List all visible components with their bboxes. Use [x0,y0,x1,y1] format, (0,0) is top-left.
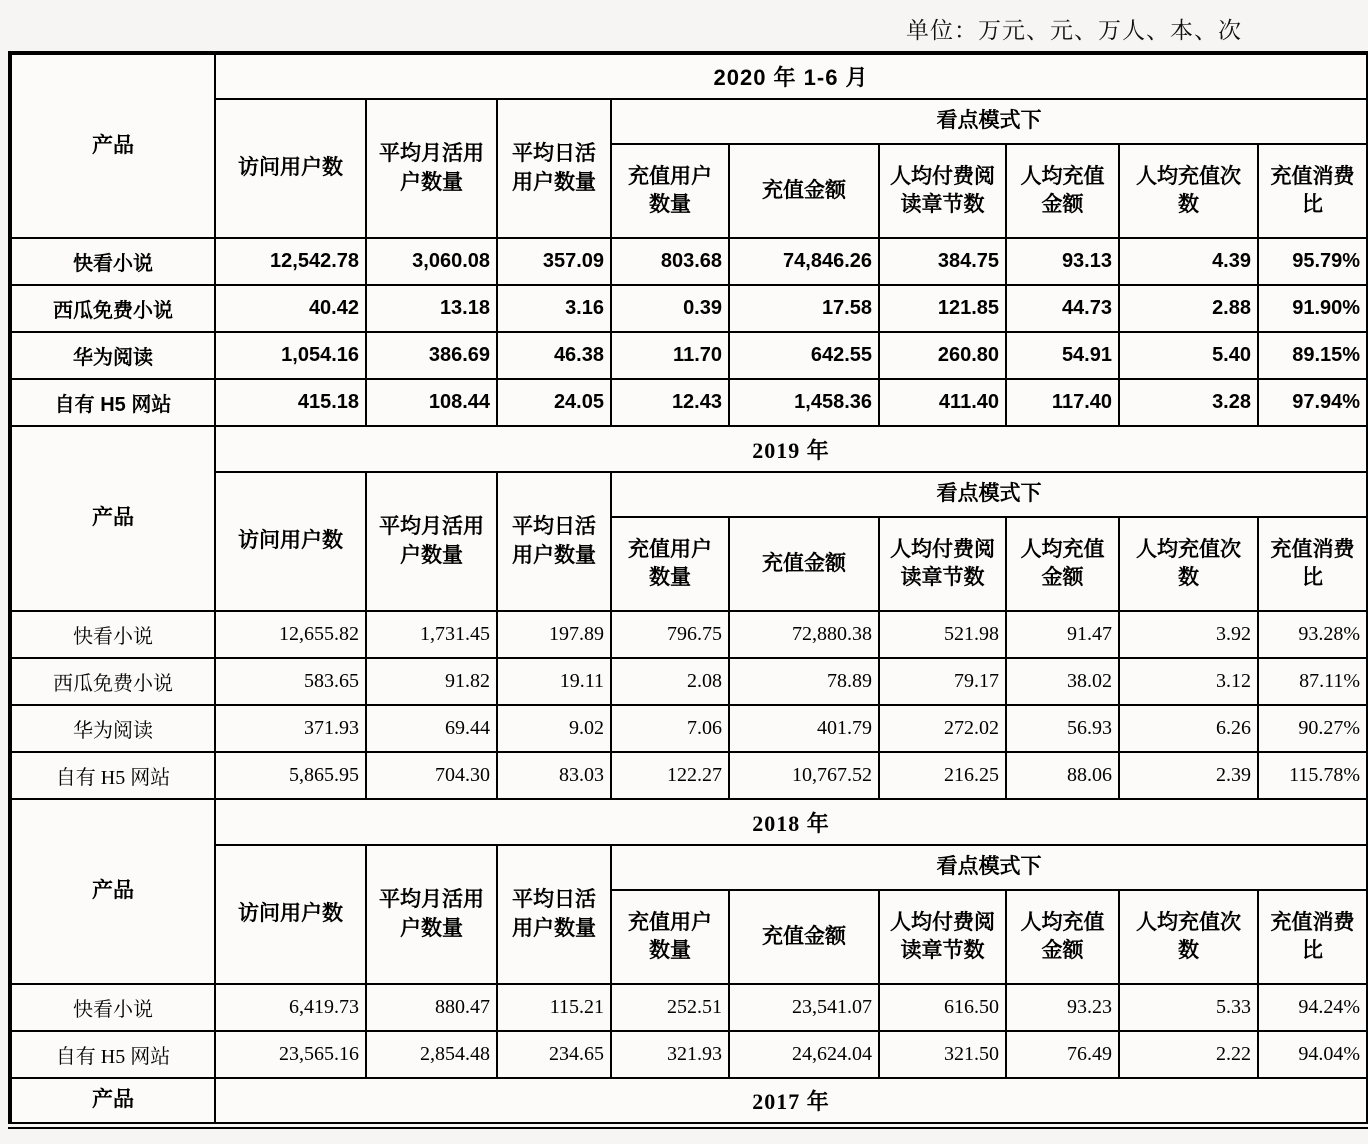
data-cell: 69.44 [366,705,497,752]
data-cell: 24,624.04 [729,1031,879,1078]
data-cell: 12,542.78 [215,238,366,285]
recharge-users-header: 充值用户数量 [611,890,729,984]
table-row [10,752,1368,799]
avg-recharge-amount-header: 人均充值金额 [1006,517,1119,611]
data-cell: 6,419.73 [215,984,366,1031]
avg-recharge-times-header: 人均充值次数 [1119,517,1258,611]
product-name-cell: 西瓜免费小说 [10,658,215,705]
data-cell: 91.47 [1006,611,1119,658]
data-cell: 5,865.95 [215,752,366,799]
table-row [10,705,1368,752]
data-cell: 115.21 [497,984,611,1031]
data-cell: 642.55 [729,332,879,379]
footer-year-label: 2017 年 [215,1078,1368,1125]
product-name-cell: 自有 H5 网站 [10,1031,215,1078]
product-column-header: 产品 [10,799,215,984]
unit-note: 单位：万元、元、万人、本、次 [906,18,1242,43]
table-body [10,53,1368,1125]
data-cell: 93.28% [1258,611,1368,658]
data-cell: 87.11% [1258,658,1368,705]
avg-paid-chapters-header: 人均付费阅读章节数 [879,890,1006,984]
data-cell: 17.58 [729,285,879,332]
data-cell: 3.16 [497,285,611,332]
data-cell: 803.68 [611,238,729,285]
footer-product-header: 产品 [10,1078,215,1125]
data-cell: 54.91 [1006,332,1119,379]
data-cell: 24.05 [497,379,611,426]
data-cell: 11.70 [611,332,729,379]
visit-users-header: 访问用户数 [215,845,366,984]
data-cell: 704.30 [366,752,497,799]
data-cell: 91.82 [366,658,497,705]
section-year-label: 2018 年 [215,799,1368,845]
avg-daily-active-users-header: 平均日活用户数量 [497,99,611,238]
table-row [10,611,1368,658]
data-cell: 78.89 [729,658,879,705]
kandian-mode-group-header: 看点模式下 [611,99,1368,144]
data-cell: 384.75 [879,238,1006,285]
product-name-cell: 西瓜免费小说 [10,285,215,332]
data-cell: 97.94% [1258,379,1368,426]
recharge-amount-header: 充值金额 [729,144,879,238]
data-cell: 2,854.48 [366,1031,497,1078]
data-cell: 23,541.07 [729,984,879,1031]
data-cell: 7.06 [611,705,729,752]
section-year-row [10,799,1368,845]
data-cell: 234.65 [497,1031,611,1078]
product-name-cell: 自有 H5 网站 [10,379,215,426]
data-cell: 3.28 [1119,379,1258,426]
avg-paid-chapters-header: 人均付费阅读章节数 [879,144,1006,238]
data-cell: 121.85 [879,285,1006,332]
data-cell: 2.88 [1119,285,1258,332]
data-cell: 272.02 [879,705,1006,752]
table-row [10,1031,1368,1078]
data-cell: 3,060.08 [366,238,497,285]
data-cell: 56.93 [1006,705,1119,752]
data-cell: 44.73 [1006,285,1119,332]
data-cell: 40.42 [215,285,366,332]
data-cell: 415.18 [215,379,366,426]
product-metrics-table [8,51,1368,1129]
avg-monthly-active-users-header: 平均月活用户数量 [366,472,497,611]
product-name-cell: 华为阅读 [10,705,215,752]
data-cell: 12,655.82 [215,611,366,658]
data-cell: 108.44 [366,379,497,426]
data-cell: 0.39 [611,285,729,332]
section-year-label: 2020 年 1-6 月 [215,53,1368,99]
avg-recharge-times-header: 人均充值次数 [1119,890,1258,984]
data-cell: 197.89 [497,611,611,658]
data-cell: 72,880.38 [729,611,879,658]
recharge-users-header: 充值用户数量 [611,144,729,238]
data-cell: 371.93 [215,705,366,752]
data-cell: 252.51 [611,984,729,1031]
data-cell: 386.69 [366,332,497,379]
table-row [10,379,1368,426]
data-cell: 583.65 [215,658,366,705]
avg-recharge-amount-header: 人均充值金额 [1006,144,1119,238]
data-cell: 4.39 [1119,238,1258,285]
table-row [10,332,1368,379]
data-cell: 5.33 [1119,984,1258,1031]
data-cell: 3.12 [1119,658,1258,705]
data-cell: 321.50 [879,1031,1006,1078]
data-cell: 3.92 [1119,611,1258,658]
data-cell: 1,054.16 [215,332,366,379]
data-cell: 1,731.45 [366,611,497,658]
avg-paid-chapters-header: 人均付费阅读章节数 [879,517,1006,611]
data-cell: 9.02 [497,705,611,752]
data-cell: 89.15% [1258,332,1368,379]
data-cell: 5.40 [1119,332,1258,379]
data-cell: 117.40 [1006,379,1119,426]
kandian-mode-group-header: 看点模式下 [611,845,1368,890]
avg-recharge-times-header: 人均充值次数 [1119,144,1258,238]
recharge-users-header: 充值用户数量 [611,517,729,611]
data-cell: 401.79 [729,705,879,752]
data-cell: 90.27% [1258,705,1368,752]
data-cell: 1,458.36 [729,379,879,426]
data-cell: 6.26 [1119,705,1258,752]
product-column-header: 产品 [10,53,215,238]
recharge-amount-header: 充值金额 [729,517,879,611]
data-cell: 321.93 [611,1031,729,1078]
data-cell: 411.40 [879,379,1006,426]
data-cell: 94.24% [1258,984,1368,1031]
data-cell: 796.75 [611,611,729,658]
data-cell: 76.49 [1006,1031,1119,1078]
kandian-mode-group-header: 看点模式下 [611,472,1368,517]
data-cell: 616.50 [879,984,1006,1031]
data-cell: 93.23 [1006,984,1119,1031]
data-cell: 88.06 [1006,752,1119,799]
product-name-cell: 快看小说 [10,611,215,658]
recharge-amount-header: 充值金额 [729,890,879,984]
product-name-cell: 快看小说 [10,984,215,1031]
data-cell: 122.27 [611,752,729,799]
data-cell: 23,565.16 [215,1031,366,1078]
visit-users-header: 访问用户数 [215,472,366,611]
data-cell: 46.38 [497,332,611,379]
section-year-row [10,426,1368,472]
data-cell: 357.09 [497,238,611,285]
data-cell: 83.03 [497,752,611,799]
product-column-header: 产品 [10,426,215,611]
recharge-consume-ratio-header: 充值消费比 [1258,517,1368,611]
avg-daily-active-users-header: 平均日活用户数量 [497,845,611,984]
avg-recharge-amount-header: 人均充值金额 [1006,890,1119,984]
data-cell: 216.25 [879,752,1006,799]
recharge-consume-ratio-header: 充值消费比 [1258,144,1368,238]
data-cell: 2.08 [611,658,729,705]
avg-daily-active-users-header: 平均日活用户数量 [497,472,611,611]
data-cell: 260.80 [879,332,1006,379]
data-cell: 91.90% [1258,285,1368,332]
visit-users-header: 访问用户数 [215,99,366,238]
product-name-cell: 自有 H5 网站 [10,752,215,799]
avg-monthly-active-users-header: 平均月活用户数量 [366,845,497,984]
data-cell: 94.04% [1258,1031,1368,1078]
data-cell: 12.43 [611,379,729,426]
avg-monthly-active-users-header: 平均月活用户数量 [366,99,497,238]
data-cell: 93.13 [1006,238,1119,285]
data-cell: 13.18 [366,285,497,332]
product-name-cell: 华为阅读 [10,332,215,379]
data-cell: 521.98 [879,611,1006,658]
data-cell: 2.22 [1119,1031,1258,1078]
data-cell: 19.11 [497,658,611,705]
section-year-label: 2019 年 [215,426,1368,472]
data-cell: 880.47 [366,984,497,1031]
table-row [10,238,1368,285]
table-row [10,658,1368,705]
data-cell: 10,767.52 [729,752,879,799]
footer-row [10,1078,1368,1125]
data-cell: 74,846.26 [729,238,879,285]
data-cell: 2.39 [1119,752,1258,799]
data-cell: 115.78% [1258,752,1368,799]
data-cell: 38.02 [1006,658,1119,705]
recharge-consume-ratio-header: 充值消费比 [1258,890,1368,984]
table-row [10,285,1368,332]
data-cell: 79.17 [879,658,1006,705]
section-year-row [10,53,1368,99]
data-cell: 95.79% [1258,238,1368,285]
table-row [10,984,1368,1031]
product-name-cell: 快看小说 [10,238,215,285]
